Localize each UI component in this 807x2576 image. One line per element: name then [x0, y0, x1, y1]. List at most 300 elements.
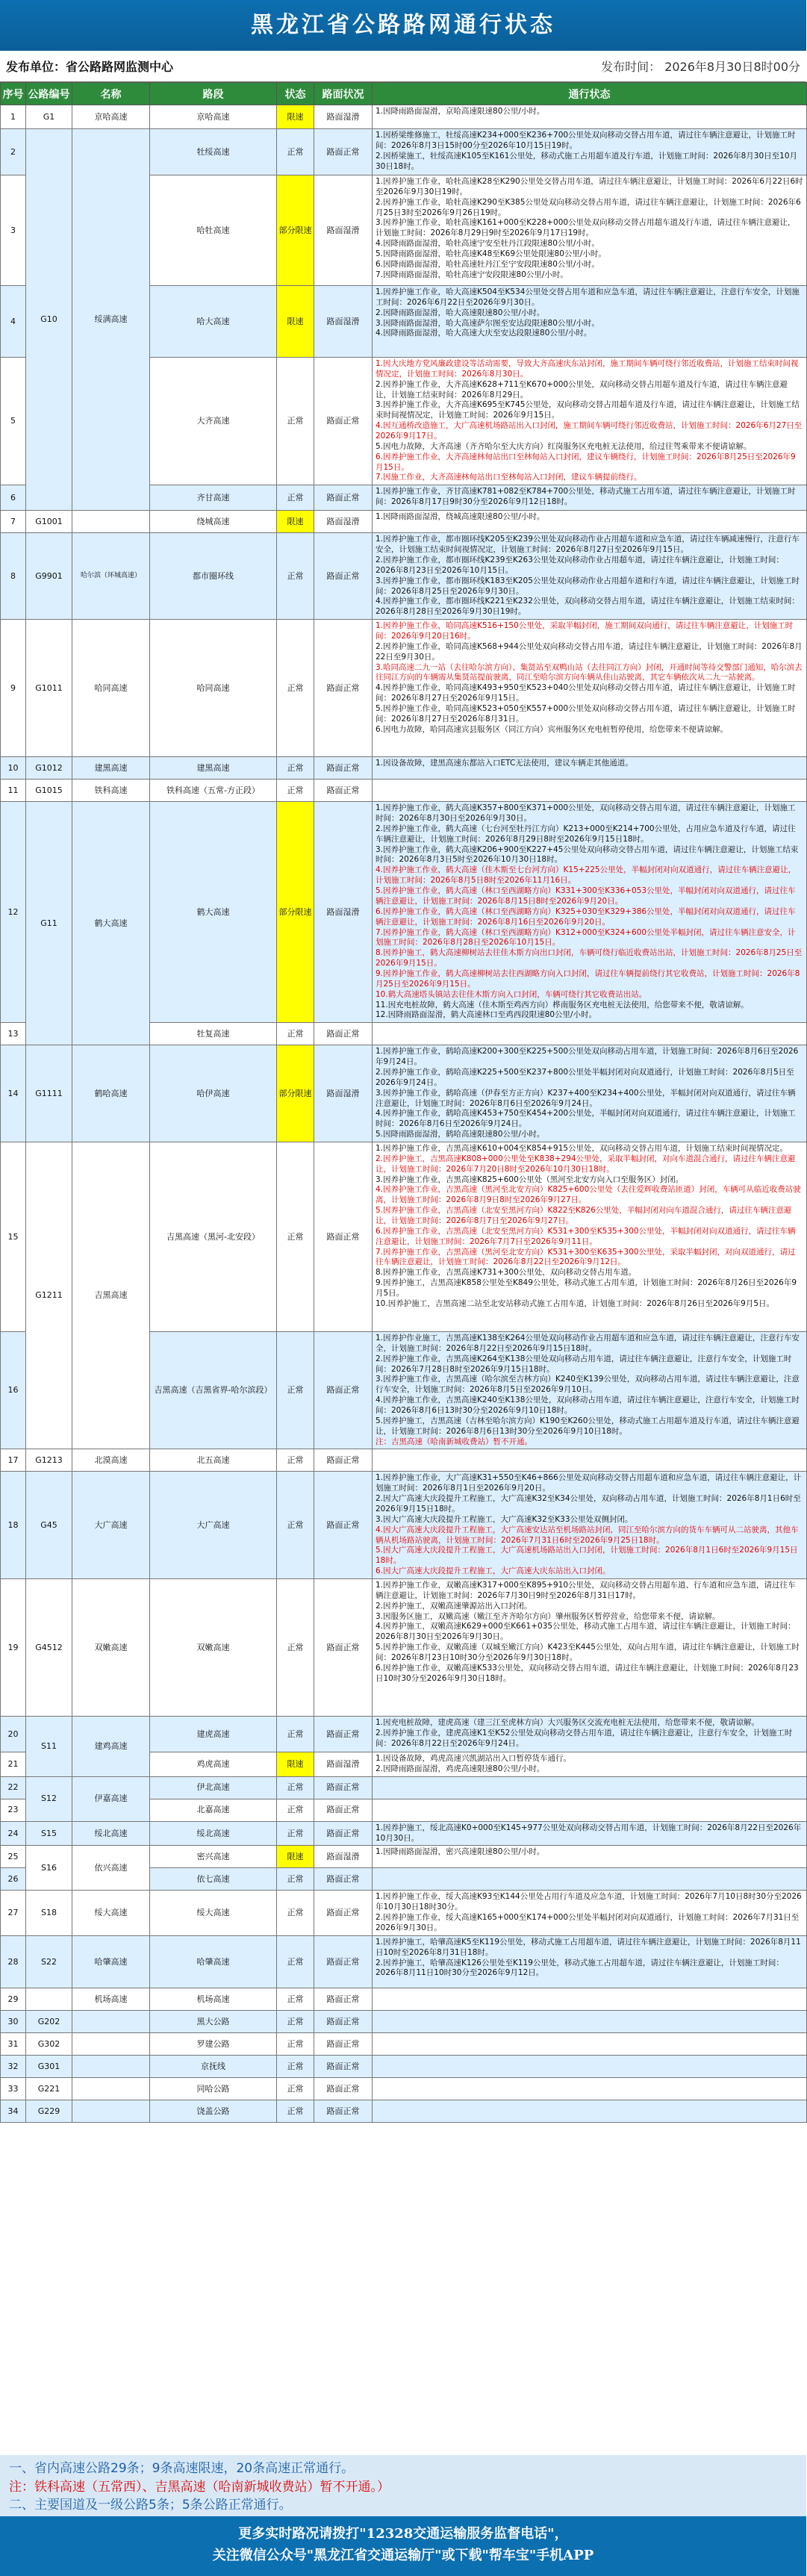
segment-name: 密兴高速 [150, 1846, 277, 1868]
row-number: 10 [1, 757, 26, 780]
road-condition: 路面正常 [314, 129, 373, 175]
row-number: 6 [1, 485, 26, 511]
road-name: 铁科高速 [72, 780, 150, 802]
footer [0, 2455, 806, 2576]
traffic-notice [373, 2032, 807, 2055]
notice-line: 6.因养护施工作业，大齐高速林甸站出口至林甸站入口封闭，建议车辆绕行，计划施工时间：2026年8月25日至2026年9月15日。 [376, 452, 796, 472]
segment-name: 罗建公路 [150, 2032, 277, 2055]
notice-line: 8.因养护施工，鹤大高速柳树站去往佳木斯方向出口封闭，车辆可绕行临近收费站出站，计划施工时间：2026年8月25日至2026年9月15日。 [376, 948, 803, 968]
notice-line: 1.因养护施工，哈肇高速K5至K119公里处，移动式施工占用超车道，请过往车辆注意避让，计划施工时间：2026年8月11日10时至2026年8月31日18时。 [376, 1937, 801, 1957]
road-code [26, 1988, 72, 2010]
publisher: 发布单位：省公路路网监测中心 [6, 60, 174, 74]
segment-name: 鹤大高速 [150, 802, 277, 1023]
notice-line: 1.因养护施工作业，都市圈环线K205至K239公里处双向移动作业占用超车道和应急车道，请过往车辆减速慢行，注意行车安全，计划施工结束时间视情况定，计划施工时间：2026年8月27日至2026年9月15日。 [376, 535, 800, 555]
road-name: 绥北高速 [72, 1821, 150, 1846]
status-badge: 正常 [277, 1988, 314, 2010]
table-row [1, 2010, 807, 2032]
table-row [1, 2100, 807, 2122]
notice-line: 7.因降雨路面湿滑，哈牡高速宁安段限速80公里/小时。 [376, 270, 568, 279]
road-condition: 路面湿滑 [314, 1846, 373, 1868]
road-condition: 路面正常 [314, 1821, 373, 1846]
notice-line: 3.因降雨路面湿滑，哈大高速萨尔图至安达段限速80公里/小时。 [376, 318, 599, 328]
road-condition: 路面正常 [314, 1717, 373, 1752]
road-code: S16 [26, 1846, 72, 1891]
row-number: 23 [1, 1799, 26, 1821]
segment-name: 大齐高速 [150, 358, 277, 485]
road-condition: 路面正常 [314, 2100, 373, 2122]
segment-name: 绕城高速 [150, 511, 277, 533]
road-code: G9901 [26, 533, 72, 620]
row-number: 19 [1, 1579, 26, 1717]
status-badge: 正常 [277, 129, 314, 175]
row-number: 17 [1, 1449, 26, 1472]
road-code: G1211 [26, 1142, 72, 1449]
traffic-notice [373, 2100, 807, 2122]
status-badge: 正常 [277, 2010, 314, 2032]
notice-line: 1.因降雨路面湿滑，京哈高速限速80公里/小时。 [376, 107, 545, 116]
table-row [1, 1142, 807, 1331]
notice-line: 1.因养护施工作业，吉黑高速K610+004至K854+915公里处，双向移动交替占用车道，计划施工结束时间视情况定。 [376, 1143, 788, 1153]
row-number: 30 [1, 2010, 26, 2032]
road-name: 哈同高速 [72, 620, 150, 757]
notice-line: 6.因养护施工作业，吉黑高速（北安至黑河方向）K531+300至K535+300公里处，半幅封闭对向双道通行，请过往车辆注意避让，计划施工时间：2026年7月7日至2026年9月11日。 [376, 1226, 796, 1246]
status-badge: 正常 [277, 1449, 314, 1472]
info-bar [0, 51, 806, 82]
notice-line: 4.因互通桥改造施工，大广高速机场路站出入口封闭，施工期间车辆可绕行邻近收费站，计划施工时间：2026年6月27日至2026年9月17日。 [376, 421, 803, 441]
publish-time: 发布时间： 2026年8月30日8时00分 [601, 60, 800, 74]
notice-line: 1.因桥梁维修施工，牡绥高速K234+000至K236+700公里处双向移动交替占用车道，请过往车辆注意避让，计划施工时间：2026年8月3日15时00分至2026年10月15日19时。 [376, 131, 796, 150]
road-name: 建鸡高速 [72, 1717, 150, 1777]
summary [0, 2455, 806, 2516]
traffic-notice [373, 1331, 807, 1449]
table-row [1, 2032, 807, 2055]
segment-name: 京抚线 [150, 2055, 277, 2077]
notice-line: 5.因降雨路面湿滑，鹤哈高速限速80公里/小时。 [376, 1130, 545, 1139]
traffic-notice [373, 1142, 807, 1331]
table-row [1, 1472, 807, 1579]
table-row [1, 533, 807, 620]
notice-line: 1.因养护施工，绥北高速K0+000至K145+977公里处双向移动交替占用车道，计划施工时间：2026年8月22日至2026年10月30日。 [376, 1823, 802, 1843]
table-row [1, 1935, 807, 1988]
segment-name: 同哈公路 [150, 2077, 277, 2100]
road-name: 伊嘉高速 [72, 1776, 150, 1821]
row-number: 28 [1, 1935, 26, 1988]
notice-line: 1.因养护作业施工，吉黑高速K138至K264公里处双向移动作业占用超车道和应急车道，请过往车辆注意避让，注意行车安全，计划施工时间：2026年8月22日至2026年9月15日18时。 [376, 1333, 800, 1353]
table-row [1, 1717, 807, 1752]
road-code: G1011 [26, 620, 72, 757]
row-number: 29 [1, 1988, 26, 2010]
notice-line: 2.因养护施工作业，绥大高速K165+000至K174+000公里处半幅封闭对向双道通行，计划施工时间：2026年7月31日至2026年9月30日。 [376, 1913, 800, 1933]
road-condition: 路面正常 [314, 1935, 373, 1988]
notice-line: 5.因电力故障，大齐高速（齐齐哈尔至大庆方向）红岗服务区充电桩无法使用，给过往驾乘带来不便请谅解。 [376, 441, 752, 451]
traffic-notice [373, 620, 807, 757]
summary-line-2: 二、主要国道及一级公路5条；5条公路正常通行。 [9, 2498, 292, 2513]
notice-line: 2.因养护施工，吉黑高速K808+000公里处至K838+294公里处，采取半幅封闭，对向车道混合通行，请过往车辆注意避让，计划施工时间：2026年7月20日8时至2026年10月30日18时。 [376, 1154, 796, 1174]
road-name: 吉黑高速 [72, 1142, 150, 1449]
traffic-notice [373, 1045, 807, 1142]
road-name: 鹤哈高速 [72, 1045, 150, 1142]
notice-line: 3.因养护施工作业，大齐高速K695至K745公里处，双向移动交替占用超车道及行车道，请过往车辆注意避让，计划施工结束时间视情况定，计划施工时间：2026年9月15日。 [376, 400, 800, 420]
notice-line: 4.因养护施工作业，吉黑高速（黑河至北安方向）K825+600公里处（去往爱辉收费站匝道）封闭，车辆可从临近收费站驶离，计划施工时间：2026年8月9日8时至2026年9月27日。 [376, 1185, 801, 1205]
road-name [72, 2010, 150, 2032]
road-code: G1213 [26, 1449, 72, 1472]
status-badge: 限速 [277, 1752, 314, 1777]
notice-line: 4.因降雨路面湿滑，哈大高速大庆至安达段限速80公里/小时。 [376, 329, 592, 338]
traffic-notice [373, 1449, 807, 1472]
road-name: 京哈高速 [72, 105, 150, 129]
road-condition: 路面正常 [314, 1142, 373, 1331]
table-header [1, 83, 807, 105]
road-condition: 路面正常 [314, 1776, 373, 1799]
segment-name: 牡复高速 [150, 1023, 277, 1045]
status-badge: 正常 [277, 1579, 314, 1717]
row-number: 5 [1, 358, 26, 485]
status-badge: 正常 [277, 1331, 314, 1449]
segment-name: 建黑高速 [150, 757, 277, 780]
table-row [1, 1776, 807, 1799]
road-condition: 路面正常 [314, 620, 373, 757]
notice-line: 2.因大广高速大庆段提升工程施工，大广高速K32至K34公里处，双向移动占用车道，计划施工时间：2026年8月1日6时至2026年9月15日18时。 [376, 1494, 801, 1513]
notice-line: 5.因养护施工作业，双嫩高速（双城至嫩江方向）K423至K445公里处，双向占用车道，请过往车辆注意避让，计划施工时间：2026年8月23日10时30分至2026年9月30日18时。 [376, 1643, 800, 1663]
traffic-notice [373, 1891, 807, 1935]
contact-line-2: 关注微信公众号"黑龙江省交通运输厅"或下载"帮车宝"手机APP [212, 2547, 594, 2563]
traffic-notice [373, 1821, 807, 1846]
road-condition: 路面正常 [314, 1891, 373, 1935]
segment-name: 吉黑高速（黑河-北安段） [150, 1142, 277, 1331]
status-badge: 正常 [277, 1023, 314, 1045]
road-name [72, 2077, 150, 2100]
column-header: 通行状态 [373, 83, 807, 105]
notice-line: 4.因养护施工作业，都市圈环线K221至K232公里处，双向移动交替占用车道，请过往车辆注意避让，计划施工结束时间：2026年8月28日至2026年9月30日19时。 [376, 597, 800, 617]
notice-line: 4.因养护施工作业，哈同高速K493+950至K523+040公里处双向移动交替占用车道，请过往车辆注意避让，计划施工时间：2026年8月27日至2026年9月15日。 [376, 683, 796, 703]
notice-line: 5.因降雨路面湿滑，哈牡高速K48至K69公里处限速80公里/小时。 [376, 249, 606, 259]
traffic-notice [373, 1717, 807, 1752]
status-badge: 正常 [277, 2077, 314, 2100]
traffic-notice [373, 358, 807, 485]
road-code: S22 [26, 1935, 72, 1988]
road-code: G1111 [26, 1045, 72, 1142]
segment-name: 哈伊高速 [150, 1045, 277, 1142]
notice-line: 2.因养护施工作业，建虎高速K1至K52公里处双向移动交替占用车道，请过往车辆注意避让，注意行车安全，计划施工时间：2026年8月22日至2026年9月24日。 [376, 1728, 793, 1748]
road-condition: 路面正常 [314, 485, 373, 511]
notice-line: 2.因养护施工作业，哈牡高速K290至K385公里处双向移动交替占用车道，请过往车辆注意避让，计划施工时间：2026年6月25日3时至2026年9月26日19时。 [376, 197, 801, 217]
notice-line: 2.因养护施工作业，鹤大高速（七台河至牡丹江方向）K213+000至K214+700公里处，占用应急车道及行车道，请过往车辆注意避让，计划施工时间：2026年8月29日8时至2026年9月15日18时。 [376, 824, 796, 844]
notice-line: 1.因养护施工作业，鹤大高速K357+800至K371+000公里处，双向移动交替占用车道，请过往车辆注意避让，计划施工时间：2026年8月30日至2026年9月30日。 [376, 803, 796, 824]
notice-line: 6.因大广高速大庆段提升工程施工，大广高速大庆东站出入口封闭。 [376, 1567, 611, 1576]
notice-line: 1.因设备故障，建黑高速东都站入口ETC无法使用，建议车辆走其他通道。 [376, 759, 633, 768]
notice-line: 5.因养护施工作业，鹤大高速（林口至西湖略方向）K331+300至K336+053公里处，半幅封闭对向双道通行，请过往车辆注意避让，计划施工时间：2026年8月15日8时至2026年9月20日。 [376, 886, 796, 906]
table-row [1, 1449, 807, 1472]
road-code: G229 [26, 2100, 72, 2122]
road-code: S15 [26, 1821, 72, 1846]
column-header: 名称 [72, 83, 150, 105]
notice-line: 1.因降雨路面湿滑，绕城高速限速80公里/小时。 [376, 512, 545, 522]
status-badge: 限速 [277, 511, 314, 533]
notice-line: 7.因养护施工作业，吉黑高速（黑河至北安方向）K531+300至K635+300公里处，采取半幅封闭，对向双道通行，请过往车辆注意避让，计划施工时间：2026年8月22日至2026年9月12日。 [376, 1247, 796, 1267]
notice-line: 10.因养护施工，吉黑高速二站至北安站移动式施工占用车道，计划施工时间：2026年8月26日至2026年9月5日。 [376, 1298, 775, 1308]
segment-name: 建虎高速 [150, 1717, 277, 1752]
notice-line: 2.因养护施工作业，大齐高速K628+711至K670+000公里处，双向移动交替占用超车道及行车道，请过往车辆注意避让，计划施工结束时间：2026年8月29日。 [376, 379, 788, 399]
segment-name: 吉黑高速（吉黑省界-哈尔滨段） [150, 1331, 277, 1449]
traffic-notice [373, 1868, 807, 1891]
column-header: 路段 [150, 83, 277, 105]
notice-line: 3.因大广高速大庆段提升工程施工，大广高速K32至K33公里处双侧封闭。 [376, 1514, 633, 1524]
traffic-notice [373, 802, 807, 1023]
row-number: 32 [1, 2055, 26, 2077]
notice-line: 4.因养护施工，双嫩高速K629+000至K661+035公里处，移动式施工占用车道，请过往车辆注意避让，计划施工时间：2026年8月30日至2026年9月30日。 [376, 1622, 796, 1642]
row-number: 25 [1, 1846, 26, 1868]
segment-name: 哈同高速 [150, 620, 277, 757]
notice-line: 6.因养护施工作业，双嫩高速K533公里处，双向移动交替占用车道，请过往车辆注意避让，计划施工时间：2026年8月23日10时30分至2026年9月30日18时。 [376, 1663, 799, 1683]
segment-name: 铁科高速（五常-方正段） [150, 780, 277, 802]
notice-line: 6.因降雨路面湿滑，哈牡高速牡丹江至宁安段限速80公里/小时。 [376, 259, 599, 269]
road-name: 北漠高速 [72, 1449, 150, 1472]
road-code: G302 [26, 2032, 72, 2055]
table-row [1, 105, 807, 129]
notice-line: 6.因电力故障，哈同高速宾县服务区（同江方向）宾州服务区充电桩暂停使用，给您带来不便请谅解。 [376, 724, 729, 734]
column-header: 状态 [277, 83, 314, 105]
notice-line: 3.因养护施工作业，吉黑高速K825+600公里处（黑河至北安方向入口至服务区）封闭。 [376, 1175, 684, 1184]
traffic-notice [373, 1935, 807, 1988]
notice-line: 1.因养护施工作业，大广高速K31+550至K46+866公里处双向移动交替占用超车道和应急车道，请过往车辆注意避让，计划施工时间：2026年8月1日至2026年9月20日。 [376, 1473, 802, 1493]
row-number: 3 [1, 175, 26, 286]
notice-line: 2.因养护施工，双嫩高速肇源站出入口封闭。 [376, 1601, 532, 1611]
status-badge: 部分限速 [277, 1045, 314, 1142]
status-badge: 正常 [277, 620, 314, 757]
notice-line: 7.因施工作业，大齐高速林甸站出口至林甸站入口封闭，建议车辆提前绕行。 [376, 473, 642, 482]
segment-name: 黑大公路 [150, 2010, 277, 2032]
road-name: 机场高速 [72, 1988, 150, 2010]
table-row [1, 1988, 807, 2010]
road-condition: 路面湿滑 [314, 286, 373, 358]
road-condition: 路面正常 [314, 757, 373, 780]
road-condition: 路面正常 [314, 780, 373, 802]
row-number: 1 [1, 105, 26, 129]
notice-line: 3.因养护施工作业，都市圈环线K183至K205公里处双向移动作业占用超车道和行车道，请过往车辆注意避让，计划施工时间：2026年8月25日至2026年9月30日。 [376, 576, 800, 596]
notice-line: 2.因养护施工作业，吉黑高速K264至K138公里处双向移动占用车道，请过往车辆注意避让，注意行车安全，计划施工时间：2026年7月28日8时至2026年9月15日18时。 [376, 1354, 792, 1374]
road-condition: 路面湿滑 [314, 802, 373, 1023]
notice-line: 5.因大广高速大庆段提升工程施工，大广高速机场路站出入口封闭，计划施工时间：2026年8月1日6时至2026年9月15日18时。 [376, 1546, 798, 1566]
traffic-notice [373, 1752, 807, 1777]
status-badge: 正常 [277, 780, 314, 802]
status-badge: 正常 [277, 757, 314, 780]
notice-line: 2.因养护施工作业，哈同高速K568+944公里处双向移动交替占用车道，请过往车辆注意避让，计划施工时间：2026年8月22日至9月30日。 [376, 641, 803, 662]
segment-name: 哈大高速 [150, 286, 277, 358]
traffic-notice [373, 1023, 807, 1045]
segment-name: 牡绥高速 [150, 129, 277, 175]
notice-line: 2.因降雨路面湿滑，鸡虎高速限速80公里/小时。 [376, 1764, 545, 1773]
traffic-notice [373, 780, 807, 802]
road-condition: 路面正常 [314, 1023, 373, 1045]
notice-line: 1.因大庆地方党风廉政建设等活动需要，导致大齐高速庆东站封闭，施工期间车辆可绕行邻近收费站，计划施工结束时间视情况定，计划施工时间：2026年8月30日。 [376, 359, 799, 379]
road-code: G1 [26, 105, 72, 129]
traffic-notice [373, 1472, 807, 1579]
summary-line-1: 一、省内高速公路29条；9条高速限速，20条高速正常通行。 [9, 2461, 355, 2476]
row-number: 27 [1, 1891, 26, 1935]
notice-line: 12.因降雨路面湿滑，鹤大高速林口至鸡西段限速80公里/小时。 [376, 1010, 597, 1020]
road-name [72, 511, 150, 533]
traffic-notice [373, 1988, 807, 2010]
row-number: 13 [1, 1023, 26, 1045]
notice-line: 2.因养护施工作业，鹤哈高速K225+500至K237+800公里处半幅封闭对向双道通行，计划施工时间：2026年8月5日至2026年9月24日。 [376, 1067, 794, 1087]
traffic-notice [373, 1846, 807, 1868]
page-title: 黑龙江省公路路网通行状态 [0, 0, 806, 51]
status-badge: 限速 [277, 105, 314, 129]
segment-name: 绥北高速 [150, 1821, 277, 1846]
row-number: 16 [1, 1331, 26, 1449]
notice-line: 5.因养护施工作业，哈同高速K523+050至K557+000公里处双向移动交替占用车道，请过往车辆注意避让，计划施工时间：2026年8月27日至2026年8月31日。 [376, 704, 796, 724]
notice-line: 注：吉黑高速（哈南新城收费站）暂不开通。 [376, 1437, 532, 1446]
status-badge: 正常 [277, 1821, 314, 1846]
notice-line: 3.哈同高速二九一站（去往哈尔滨方向）、集贤站至双鸭山站（去往同江方向）封闭，开通时间等待交警部门通知，哈尔滨去往同江方向的车辆需从集贤站提前驶离，同江至哈尔滨方向车辆从佳山站驶离，其它车辆依次从二九一站驶离。 [376, 662, 803, 682]
notice-line: 2.因养护施工，哈肇高速K126公里处至K119公里处，移动式施工占用超车道，请过往车辆注意避让，计划施工时间：2026年8月11日10时30分至2026年9月12日。 [376, 1958, 784, 1978]
status-badge: 正常 [277, 2032, 314, 2055]
status-badge: 正常 [277, 1935, 314, 1988]
status-badge: 正常 [277, 2100, 314, 2122]
notice-line: 1.因充电桩故障，建虎高速（建三江至虎林方向）大兴服务区交流充电桩无法使用，给您带来不便，敬请谅解。 [376, 1718, 760, 1728]
status-badge: 正常 [277, 2055, 314, 2077]
table-body [1, 105, 807, 2123]
notice-line: 1.因养护施工作业，双嫩高速K317+000至K895+910公里处，双向移动交替占用超车道、行车道和应急车道，请过往车辆注意避让，计划施工时间：2026年7月30日9时至2026年8月31日17时。 [376, 1581, 796, 1600]
notice-line: 10.鹤大高速塔头镇站去往佳木斯方向入口封闭，车辆可绕行其它收费站出站。 [376, 989, 647, 999]
road-condition: 路面正常 [314, 533, 373, 620]
road-name: 建黑高速 [72, 757, 150, 780]
road-name: 绥大高速 [72, 1891, 150, 1935]
road-condition: 路面正常 [314, 1799, 373, 1821]
road-condition: 路面正常 [314, 1868, 373, 1891]
traffic-notice [373, 286, 807, 358]
status-badge: 正常 [277, 1717, 314, 1752]
road-name: 鹤大高速 [72, 802, 150, 1045]
status-table [0, 82, 807, 2123]
traffic-notice [373, 1776, 807, 1799]
road-name [72, 2100, 150, 2122]
row-number: 12 [1, 802, 26, 1023]
row-number: 22 [1, 1776, 26, 1799]
table-row [1, 129, 807, 175]
status-badge: 限速 [277, 286, 314, 358]
segment-name: 伊北高速 [150, 1776, 277, 1799]
notice-line: 4.因养护施工作业，吉黑高速K240至K138公里处，双向移动占用车道，请过往车辆注意避让，注意行车安全，计划施工时间：2026年8月6日13时30分至2026年9月10日18时。 [376, 1396, 800, 1415]
contact-line-1: 更多实时路况请拨打"12328交通运输服务监督电话"， [238, 2525, 568, 2542]
road-condition: 路面正常 [314, 2010, 373, 2032]
notice-line: 3.因养护施工作业，鹤哈高速（伊春至方正方向）K237+400至K234+400公里处，半幅封闭对向双道通行，请过往车辆注意避让，计划施工时间：2026年8月6日至2026年9月24日。 [376, 1088, 796, 1108]
road-condition: 路面湿滑 [314, 105, 373, 129]
notice-line: 3.因服务区施工，双嫩高速（嫩江至齐齐哈尔方向）肇州服务区暂停营业，给您带来不便，请谅解。 [376, 1611, 720, 1621]
row-number: 31 [1, 2032, 26, 2055]
segment-name: 饶盖公路 [150, 2100, 277, 2122]
road-condition: 路面正常 [314, 1449, 373, 1472]
status-badge: 正常 [277, 1472, 314, 1579]
segment-name: 北五高速 [150, 1449, 277, 1472]
status-badge: 限速 [277, 1846, 314, 1868]
notice-line: 9.因养护施工作业，鹤大高速柳树站去往西湖略方向入口封闭，请过往车辆提前绕行其它收费站，计划施工时间：2026年8月25日至2026年9月15日。 [376, 968, 800, 989]
status-badge: 部分限速 [277, 175, 314, 286]
notice-line: 1.因养护施工作业，哈牡高速K28至K290公里处交替占用车道，请过往车辆注意避让，计划施工时间：2026年6月22日6时至2026年9月30日19时。 [376, 177, 803, 196]
notice-line: 4.因养护施工作业，鹤哈高速K453+750至K454+200公里处，半幅封闭对向双道通行，请过往车辆注意避让，计划施工时间：2026年8月6日至2026年9月24日。 [376, 1109, 796, 1129]
road-condition: 路面正常 [314, 1331, 373, 1449]
road-code: G221 [26, 2077, 72, 2100]
notice-line: 4.因养护施工作业，鹤大高速（佳木斯至七台河方向）K15+225公里处，半幅封闭对向双道通行，请过往车辆注意避让，计划施工时间：2026年8月5日8时至2026年11月16日。 [376, 865, 797, 886]
table-row [1, 2077, 807, 2100]
traffic-notice [373, 533, 807, 620]
segment-name: 大广高速 [150, 1472, 277, 1579]
notice-line: 1.因养护施工作业，齐甘高速K781+082至K784+700公里处，移动式施工占用车道，请过往车辆注意避让，计划施工时间：2026年8月17日9时30分至2026年9月12日18时。 [376, 487, 796, 507]
road-code: G4512 [26, 1579, 72, 1717]
road-condition: 路面正常 [314, 2032, 373, 2055]
road-code: G1012 [26, 757, 72, 780]
road-name: 哈尔滨（环城高速） [72, 533, 150, 620]
road-name: 双嫩高速 [72, 1579, 150, 1717]
notice-line: 11.因充电桩故障，鹤大高速（佳木斯至鸡西方向）桦南服务区充电桩无法使用，给您带来不便，敬请谅解。 [376, 1000, 749, 1009]
table-row [1, 802, 807, 1023]
segment-name: 齐甘高速 [150, 485, 277, 511]
segment-name: 北嘉高速 [150, 1799, 277, 1821]
road-code: G301 [26, 2055, 72, 2077]
road-condition: 路面湿滑 [314, 1752, 373, 1777]
road-name: 大广高速 [72, 1472, 150, 1579]
traffic-notice [373, 129, 807, 175]
notice-line: 1.因设备故障，鸡虎高速兴凯湖站出入口暂停货车通行。 [376, 1754, 572, 1764]
segment-name: 机场高速 [150, 1988, 277, 2010]
road-code: G45 [26, 1472, 72, 1579]
row-number: 11 [1, 780, 26, 802]
notice-line: 2.因桥梁施工，牡绥高速K105至K161公里处，移动式施工占用超车道及行车道，计划施工时间：2026年8月30日至10月30日18时。 [376, 151, 797, 171]
road-code: G1015 [26, 780, 72, 802]
traffic-notice [373, 2055, 807, 2077]
notice-line: 3.因养护施工作业，吉黑高速（哈尔滨至吉林方向）K240至K139公里处，双向移动占用车道，请过往车辆注意避让，注意行车安全，计划施工时间：2026年8月5日至2026年9月10日。 [376, 1375, 800, 1395]
road-code: G10 [26, 129, 72, 511]
segment-name: 依七高速 [150, 1868, 277, 1891]
table-row [1, 2055, 807, 2077]
notice-line: 6.因养护施工作业，鹤大高速（林口至西湖略方向）K325+030至K329+386公里处，半幅封闭对向双道通行，请过往车辆注意避让，计划施工时间：2026年8月16日至2026年9月20日。 [376, 906, 796, 927]
status-badge: 正常 [277, 1891, 314, 1935]
road-condition: 路面湿滑 [314, 1045, 373, 1142]
notice-line: 4.因大广高速大庆段提升工程施工，大广高速安达站至机场路站封闭，同江至哈尔滨方向的货车车辆可从二站驶离，其他车辆从机场路站驶离，计划施工时间：2026年7月31日6时至2026年9月25日18时。 [376, 1525, 799, 1545]
notice-line: 3.因养护施工作业，哈牡高速K161+000至K228+000公里处双向移动交替占用超车道及行车道，请过往车辆注意避让，计划施工时间：2026年8月29日9时至2026年9月17日19时。 [376, 218, 796, 238]
row-number: 4 [1, 286, 26, 358]
notice-line: 3.因养护施工作业，鹤大高速K206+900至K227+45公里处双向移动交替占用车道，请过往车辆注意避让，计划施工结束时间：2026年8月3日5时至2026年10月30日18时。 [376, 844, 799, 865]
road-condition: 路面正常 [314, 2077, 373, 2100]
road-condition: 路面正常 [314, 2055, 373, 2077]
road-code: S18 [26, 1891, 72, 1935]
row-number: 15 [1, 1142, 26, 1331]
row-number: 7 [1, 511, 26, 533]
table-row [1, 1891, 807, 1935]
notice-line: 8.因养护施工作业，吉黑高速K731+300公里处，双向移动交替占用车道。 [376, 1268, 637, 1278]
notice-line: 1.因养护施工作业，哈同高速K516+150公里处，采取半幅封闭，施工期间双向通行，请过往车辆注意避让，计划施工时间：2026年9月20日16时。 [376, 621, 794, 641]
row-number: 14 [1, 1045, 26, 1142]
notice-line: 2.因养护施工作业，都市圈环线K239至K263公里处双向移动作业占用超车道，请过往车辆注意避让，计划施工时间：2026年8月23日至2026年10月15日。 [376, 556, 784, 575]
notice-line: 7.因养护施工作业，鹤大高速（林口至西湖略方向）K312+000至K324+600公里处半幅封闭，请过往车辆注意安全，计划施工时间：2026年8月28日至2026年10月15日。 [376, 927, 796, 948]
road-name [72, 2032, 150, 2055]
road-condition: 路面正常 [314, 358, 373, 485]
road-code: S12 [26, 1776, 72, 1821]
summary-note: 注：铁科高速（五常西）、吉黑高速（哈南新城收费站）暂不开通。） [9, 2479, 390, 2495]
road-code: G1001 [26, 511, 72, 533]
segment-name: 哈肇高速 [150, 1935, 277, 1988]
row-number: 21 [1, 1752, 26, 1777]
segment-name: 双嫩高速 [150, 1579, 277, 1717]
notice-line: 1.因养护施工作业，鹤哈高速K200+300至K225+500公里处双向移动占用车道，计划施工时间：2026年8月6日至2026年9月24日。 [376, 1047, 799, 1067]
column-header: 路面状况 [314, 83, 373, 105]
status-badge: 正常 [277, 533, 314, 620]
road-name: 哈肇高速 [72, 1935, 150, 1988]
road-condition: 路面正常 [314, 1988, 373, 2010]
status-badge: 正常 [277, 1868, 314, 1891]
status-badge: 部分限速 [277, 802, 314, 1023]
road-name: 绥满高速 [72, 129, 150, 511]
